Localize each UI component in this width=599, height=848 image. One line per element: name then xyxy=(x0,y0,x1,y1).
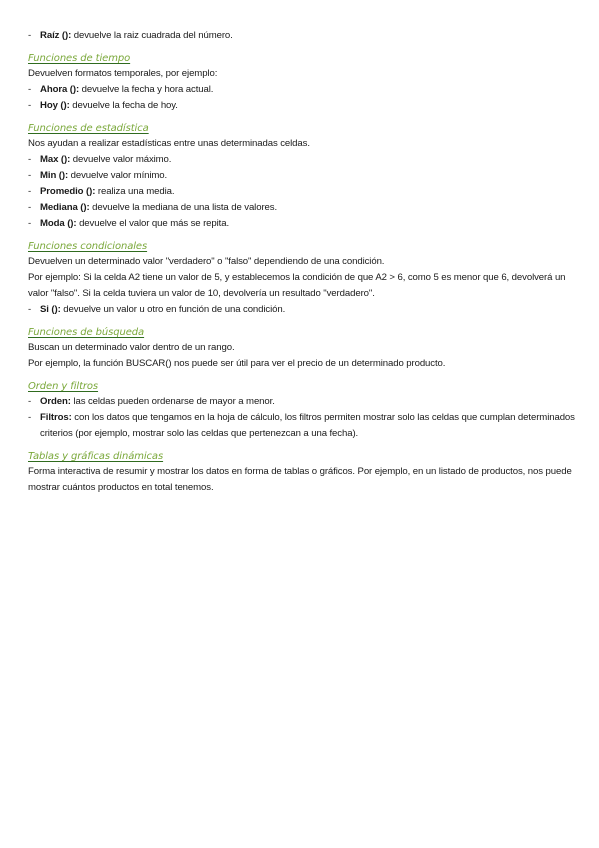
item-description: devuelve la raiz cuadrada del número. xyxy=(71,30,233,41)
section-heading-busqueda: Funciones de búsqueda xyxy=(28,327,145,338)
item-description: devuelve la mediana de una lista de valores. xyxy=(89,202,278,213)
bullet-dash: - xyxy=(28,396,32,407)
bullet-dash: - xyxy=(28,218,32,229)
list-item xyxy=(28,216,576,232)
section-heading-condicionales: Funciones condicionales xyxy=(28,241,148,252)
bullet-dash: - xyxy=(28,304,32,315)
bullet-dash: - xyxy=(28,186,32,197)
list-item xyxy=(28,410,576,442)
item-term: Mediana (): xyxy=(40,202,90,213)
section-paragraph: Devuelven un determinado valor "verdadero" o "falso" dependiendo de una condición. xyxy=(28,256,385,267)
item-description: devuelve un valor u otro en función de una condición. xyxy=(60,304,286,315)
bullet-dash: - xyxy=(28,154,32,165)
item-term: Min (): xyxy=(40,170,69,181)
list-item-raiz xyxy=(28,28,576,44)
item-term: Si (): xyxy=(40,304,61,315)
item-description: con los datos que tengamos en la hoja de cálculo, los filtros permiten mostrar solo las celdas que cumplan determinados criterios (por ejemplo, mostrar solo las celdas que pertenezcan a una fecha). xyxy=(40,412,575,439)
section-heading-tablas: Tablas y gráficas dinámicas xyxy=(28,451,164,462)
section-paragraph: Buscan un determinado valor dentro de un rango. xyxy=(28,342,235,353)
section-paragraph: Devuelven formatos temporales, por ejemplo: xyxy=(28,68,218,79)
list-item xyxy=(28,98,576,114)
section-heading-tiempo: Funciones de tiempo xyxy=(28,53,131,64)
list-item xyxy=(28,302,576,318)
section-heading-orden: Orden y filtros xyxy=(28,381,99,392)
item-description: devuelve valor máximo. xyxy=(70,154,172,165)
bullet-dash: - xyxy=(28,202,32,213)
item-term: Filtros: xyxy=(40,412,72,423)
item-term: Raíz (): xyxy=(40,30,72,41)
list-item xyxy=(28,152,576,168)
bullet-dash: - xyxy=(28,170,32,181)
list-item xyxy=(28,200,576,216)
item-description: devuelve la fecha y hora actual. xyxy=(79,84,214,95)
list-item xyxy=(28,394,576,410)
section-paragraph: Por ejemplo, la función BUSCAR() nos puede ser útil para ver el precio de un determinado producto. xyxy=(28,358,446,369)
item-term: Orden: xyxy=(40,396,71,407)
document-page xyxy=(28,28,576,496)
bullet-dash: - xyxy=(28,30,32,41)
bullet-dash: - xyxy=(28,84,32,95)
section-heading-estadistica: Funciones de estadística xyxy=(28,123,149,134)
item-term: Ahora (): xyxy=(40,84,80,95)
item-description: devuelve valor mínimo. xyxy=(68,170,168,181)
item-term: Hoy (): xyxy=(40,100,70,111)
section-paragraph: Forma interactiva de resumir y mostrar los datos en forma de tablas o gráficos. Por ejemplo, en un listado de productos, nos puede mostrar cuántos productos en total tenemos. xyxy=(28,466,572,493)
item-term: Promedio (): xyxy=(40,186,96,197)
item-term: Max (): xyxy=(40,154,71,165)
list-item xyxy=(28,184,576,200)
item-description: devuelve el valor que más se repita. xyxy=(76,218,230,229)
item-description: realiza una media. xyxy=(95,186,175,197)
list-item xyxy=(28,168,576,184)
list-item xyxy=(28,82,576,98)
bullet-dash: - xyxy=(28,412,32,423)
item-description: las celdas pueden ordenarse de mayor a menor. xyxy=(70,396,275,407)
item-term: Moda (): xyxy=(40,218,77,229)
item-description: devuelve la fecha de hoy. xyxy=(69,100,178,111)
section-paragraph: Por ejemplo: Si la celda A2 tiene un valor de 5, y establecemos la condición de que A2 > 6, como 5 es menor que 6, devolverá un valor "falso". Si la celda tuviera un valor de 10, devolvería un resultado "verdadero". xyxy=(28,272,566,299)
section-paragraph: Nos ayudan a realizar estadísticas entre unas determinadas celdas. xyxy=(28,138,310,149)
bullet-dash: - xyxy=(28,100,32,111)
